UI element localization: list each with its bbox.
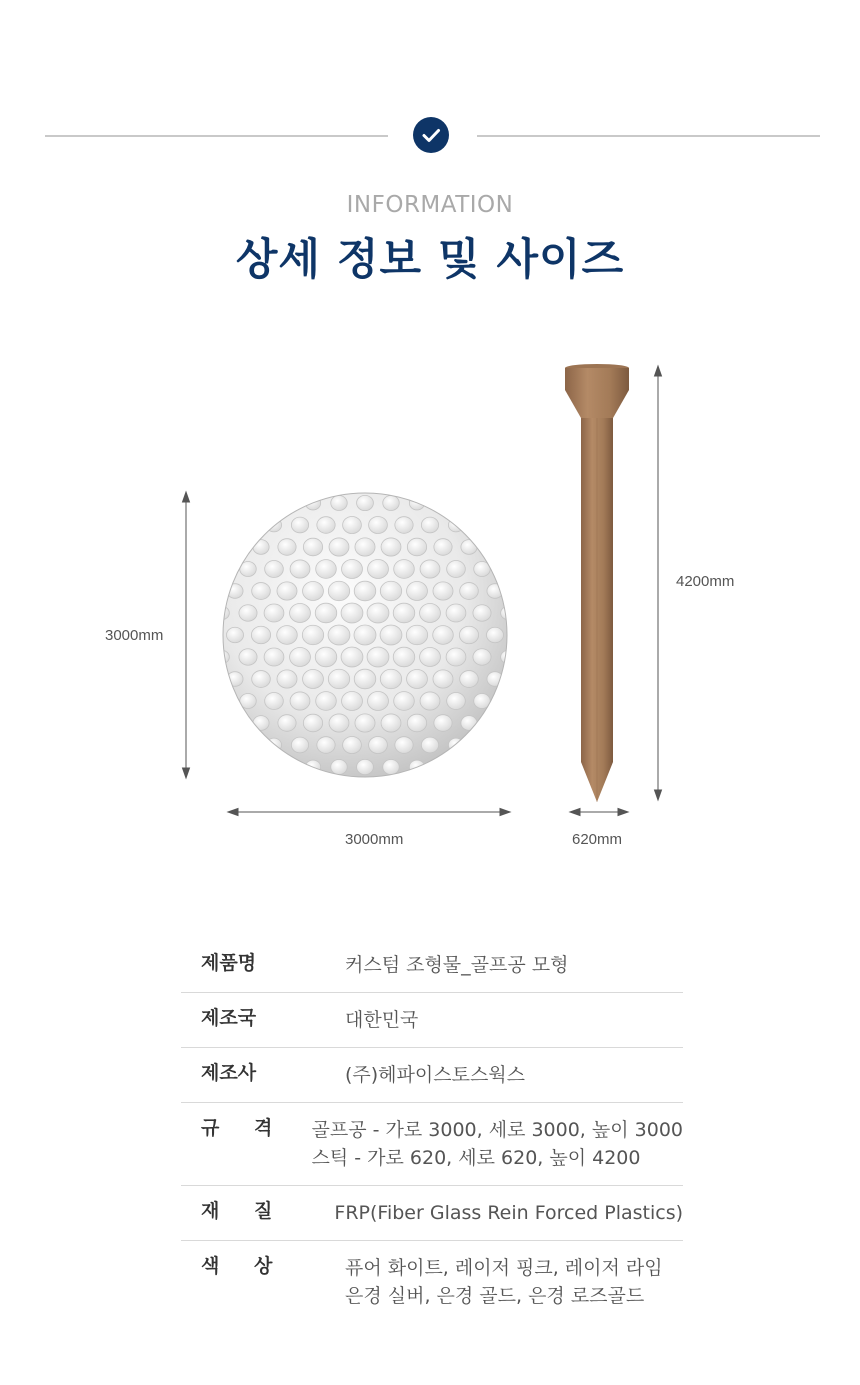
golf-tee-image: [565, 364, 629, 802]
spec-value: FRP(Fiber Glass Rein Forced Plastics): [334, 1202, 683, 1224]
section-title: 상세 정보 및 사이즈: [235, 235, 625, 285]
spec-label: 재 질: [201, 1200, 287, 1222]
spec-label: 제품명: [201, 952, 257, 974]
tee-height-label: 4200mm: [676, 573, 735, 590]
check-icon: [413, 117, 449, 153]
product-size-figure: [0, 340, 860, 880]
spec-row-manufacturer: [181, 1048, 683, 1103]
ball-width-label: 3000mm: [345, 831, 404, 848]
section-eyebrow: INFORMATION: [346, 192, 514, 218]
golf-ball-image: [215, 493, 516, 777]
product-illustration: [0, 340, 860, 880]
header-divider-right: [477, 135, 820, 137]
tee-width-label: 620mm: [572, 831, 623, 848]
spec-label: 제조사: [201, 1062, 257, 1084]
spec-value: 커스텀 조형물_골프공 모형: [345, 954, 569, 976]
spec-value: 골프공 - 가로 3000, 세로 3000, 높이 3000 스틱 - 가로 620, 세로 620, 높이 4200: [311, 1119, 683, 1169]
ball-height-label: 3000mm: [105, 627, 164, 644]
spec-row-material: [181, 1186, 683, 1241]
spec-row-product-name: [181, 938, 683, 993]
spec-label: 색 상: [201, 1255, 287, 1277]
spec-value: (주)헤파이스토스웍스: [345, 1064, 526, 1086]
spec-value: 퓨어 화이트, 레이저 핑크, 레이저 라임 은경 실버, 은경 골드, 은경 로즈골드: [345, 1257, 663, 1307]
spec-table: [181, 938, 683, 1323]
spec-label: 제조국: [201, 1007, 257, 1029]
spec-value: 대한민국: [345, 1009, 419, 1031]
spec-row-dimensions: [181, 1103, 683, 1186]
spec-row-color: [181, 1241, 683, 1323]
spec-row-country: [181, 993, 683, 1048]
spec-label: 규 격: [201, 1117, 287, 1139]
header-divider-left: [45, 135, 388, 137]
